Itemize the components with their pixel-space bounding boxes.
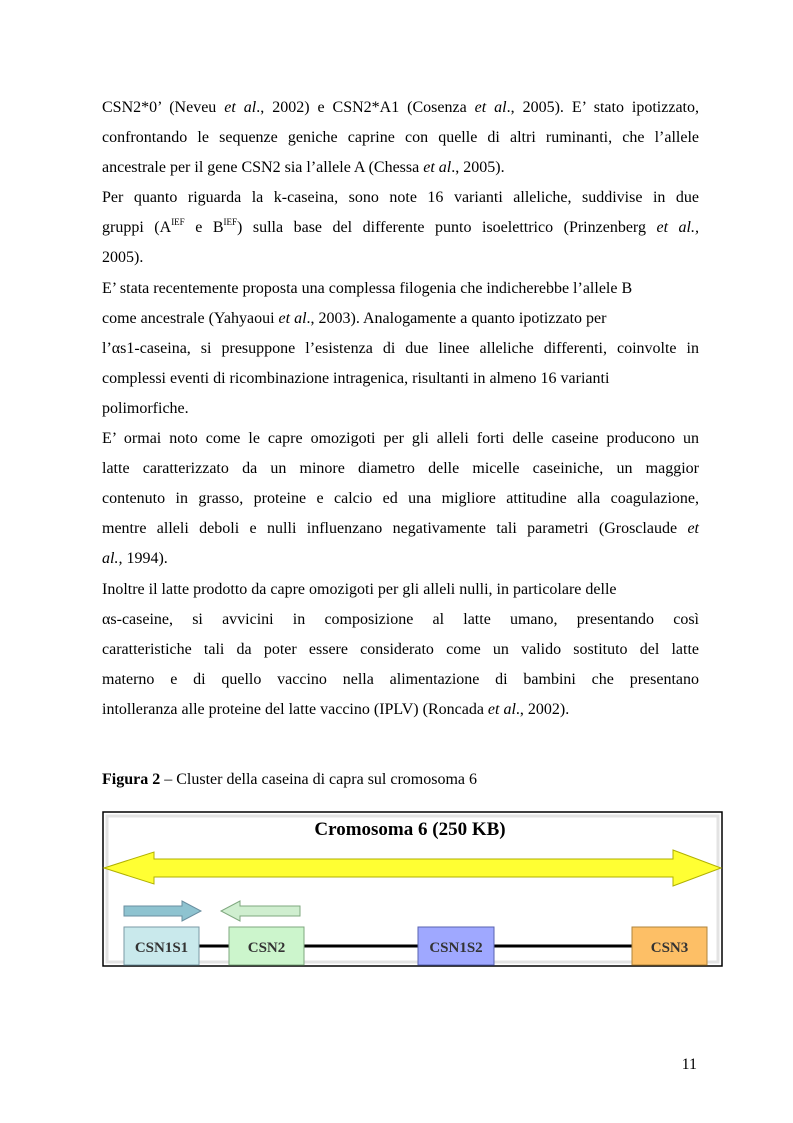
text-line: ancestrale per il gene CSN2 sia l’allele A (Chessa et al., 2005). (102, 159, 505, 177)
gene-label-csn1s1: CSN1S1 (134, 940, 189, 956)
caption-text: – Cluster della caseina di capra sul cromosoma 6 (160, 771, 478, 788)
paragraph (102, 183, 699, 273)
paragraph (102, 575, 699, 725)
chromosome-figure (102, 811, 723, 967)
text-line: al., 1994). (102, 550, 168, 568)
text-line: complessi eventi di ricombinazione intragenica, risultanti in almeno 16 varianti (102, 369, 610, 387)
text-line: intolleranza alle proteine del latte vaccino (IPLV) (Roncada et al., 2002). (102, 700, 570, 718)
text-line: gruppi ($A^{IEF}$ e $B^{IEF}$) sulla base del differente punto isoelettrico (Prinzenberg et al., (102, 217, 699, 237)
text-line: caratteristiche tali da poter essere considerato come un valido sostituto del latte (102, 640, 699, 658)
gene-label-csn3: CSN3 (650, 940, 689, 956)
gene-label-csn2: CSN2 (247, 940, 286, 956)
text-line: mentre alleli deboli e nulli influenzano negativamente tali parametri (Grosclaude et (102, 520, 699, 538)
text-line: materno e di quello vaccino nella alimentazione di bambini che presentano (102, 670, 699, 688)
text-line: Per quanto riguarda la k-caseina, sono note 16 varianti alleliche, suddivise in due (102, 189, 699, 207)
text-line: αs-caseine, si avvicini in composizione al latte umano, presentando così (102, 610, 699, 628)
text-line: CSN2*0’ (Neveu et al., 2002) e CSN2*A1 (Cosenza et al., 2005). E’ stato ipotizzato, (102, 99, 700, 116)
paragraph (102, 274, 699, 424)
paragraph (102, 424, 699, 574)
text-line: come ancestrale (Yahyaoui et al., 2003). Analogamente a quanto ipotizzato per (102, 309, 607, 327)
text-line: polimorfiche. (102, 399, 189, 417)
caption-label: Figura 2 (102, 771, 161, 788)
gene-label-csn1s2: CSN1S2 (429, 940, 483, 956)
text-line: Inoltre il latte prodotto da capre omozigoti per gli alleli nulli, in particolare delle (102, 580, 617, 598)
chromosome-diagram (102, 811, 723, 967)
figure-caption (102, 770, 477, 790)
text-line: confrontando le sequenze geniche caprine con quelle di altri ruminanti, che l’allele (102, 129, 699, 147)
text-line: latte caratterizzato da un minore diametro delle micelle caseiniche, un maggior (102, 460, 699, 478)
page-number: 11 (681, 1056, 697, 1073)
text-line: contenuto in grasso, proteine e calcio ed una migliore attitudine alla coagulazione, (102, 490, 699, 508)
paragraph (102, 93, 699, 183)
chromosome-title: Cromosoma 6 (250 KB) (314, 819, 506, 840)
text-line: l’αs1-caseina, si presuppone l’esistenza di due linee alleliche differenti, coinvolte in (102, 339, 699, 357)
text-line: 2005). (102, 249, 144, 267)
text-line: E’ stata recentemente proposta una complessa filogenia che indicherebbe l’allele B (102, 279, 633, 297)
text-line: E’ ormai noto come le capre omozigoti per gli alleli forti delle caseine producono un (102, 430, 699, 448)
body-text (102, 93, 699, 725)
